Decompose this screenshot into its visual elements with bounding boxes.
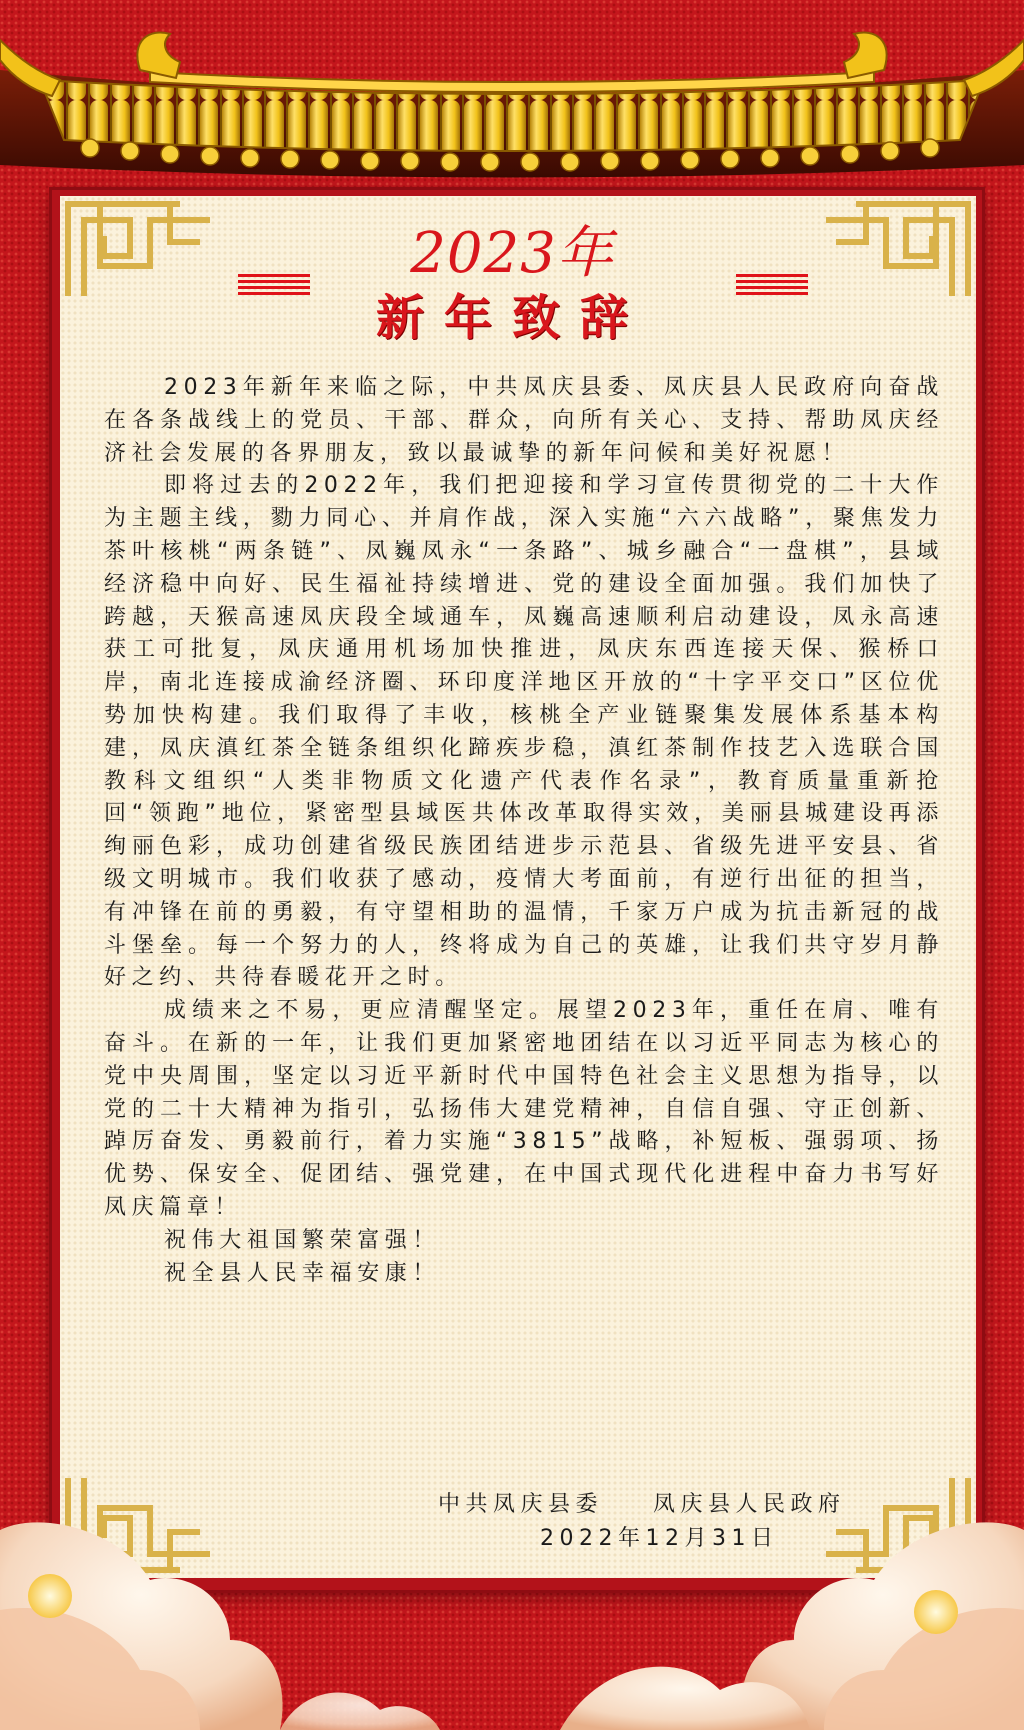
page-title: 新年致辞	[375, 290, 648, 346]
blessing-line: 祝全县人民幸福安康！	[164, 1260, 441, 1286]
paragraph-outlook-2023: 成绩来之不易，更应清醒坚定。展望2023年，重任在肩、唯有奋斗。在新的一年，让我们更加紧密地团结在以习近平同志为核心的党中央周围，坚定以习近平新时代中国特色社会主义思想为指导，以党的二十大精神为指引，弘扬伟大建党精神，自信自强、守正创新、踔厉奋发、勇毅前行，着力实施“3815”战略，补短板、强弱项、扬优势、保安全、促团结、强党建，在中国式现代化进程中奋力书写好凤庆篇章！	[104, 998, 944, 1220]
title-year: 2023年	[410, 221, 614, 286]
signature-organizations: 中共凤庆县委 凤庆县人民政府	[438, 1492, 846, 1517]
address-body	[104, 372, 944, 1290]
signature-date: 2022年12月31日	[540, 1526, 779, 1551]
roof-eaves-decoration	[0, 0, 1024, 200]
paragraph-greeting: 2023年新年来临之际，中共凤庆县委、凤庆县人民政府向奋战在各条战线上的党员、干部、群众，向所有关心、支持、帮助凤庆经济社会发展的各界朋友，致以最诚挚的新年问候和美好祝愿！	[104, 375, 944, 466]
blessing-line: 祝伟大祖国繁荣富强！	[164, 1227, 441, 1253]
cloud-decoration	[0, 1490, 1024, 1730]
paragraph-review-2022: 即将过去的2022年，我们把迎接和学习宣传贯彻党的二十大作为主题主线，勠力同心、并肩作战，深入实施“六六战略”，聚焦发力茶叶核桃“两条链”、凤巍凤永“一条路”、城乡融合“一盘棋”，县域经济稳中向好、民生福祉持续增进、党的建设全面加强。我们加快了跨越，天猴高速凤庆段全域通车，凤巍高速顺利启动建设，凤永高速获工可批复，凤庆通用机场加快推进，凤庆东西连接天保、猴桥口岸，南北连接成渝经济圈、环印度洋地区开放的“十字平交口”区位优势加快构建。我们取得了丰收，核桃全产业链聚集发展体系基本构建，凤庆滇红茶全链条组织化蹄疾步稳，滇红茶制作技艺入选联合国教科文组织“人类非物质文化遗产代表作名录”，教育质量重新抢回“领跑”地位，紧密型县域医共体改革取得实效，美丽县城建设再添绚丽色彩，成功创建省级民族团结进步示范县、省级先进平安县、省级文明城市。我们收获了感动，疫情大考面前，有逆行出征的担当，有冲锋在前的勇毅，有守望相助的温情，千家万户成为抗击新冠的战斗堡垒。每一个努力的人，终将成为自己的英雄，让我们共守岁月静好之约、共待春暖花开之时。	[104, 473, 944, 991]
